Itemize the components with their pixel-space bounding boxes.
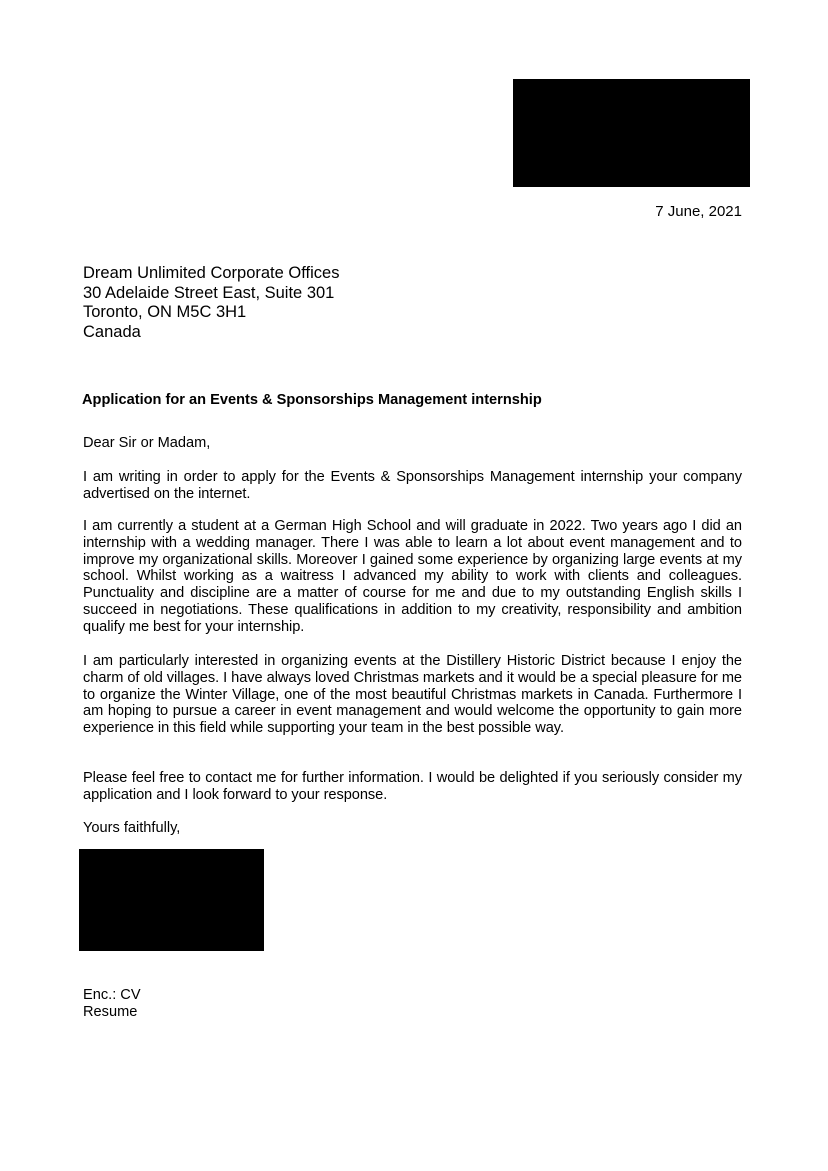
salutation: Dear Sir or Madam, [83,435,211,451]
redacted-signature-block [79,849,264,951]
recipient-line: 30 Adelaide Street East, Suite 301 [83,283,335,302]
body-paragraph: Please feel free to contact me for further information. I would be delighted if you seriously consider my application and I look forward to your response. [83,770,742,803]
redacted-sender-block [513,79,750,187]
enclosure-line: Resume [83,1004,138,1020]
subject-line: Application for an Events & Sponsorships Management internship [82,392,542,408]
recipient-line: Dream Unlimited Corporate Offices [83,264,340,282]
recipient-address [83,264,339,343]
body-paragraph: I am particularly interested in organizing events at the Distillery Historic District because I enjoy the charm of old villages. I have always loved Christmas markets and it would be a special pleasure for me to organize the Winter Village, one of the most beautiful Christmas markets in Canada. Furthermore I am hoping to pursue a career in event management and would welcome the opportunity to gain more experience in this field while supporting your team in the best possible way. [83,653,742,737]
body-paragraph: I am writing in order to apply for the Events & Sponsorships Management internship your company advertised on the internet. [83,469,742,502]
body-paragraph: I am currently a student at a German High School and will graduate in 2022. Two years ago I did an internship with a wedding manager. There I was able to learn a lot about event management and to improve my organizational skills. Moreover I gained some experience by organizing large events at my school. Whilst working as a waitress I advanced my ability to work with clients and colleagues. Punctuality and discipline are a matter of course for me and due to my outstanding English skills I succeed in negotiations. These qualifications in addition to my creativity, responsibility and ambition qualify me best for your internship. [83,518,742,635]
recipient-line: Toronto, ON M5C 3H1 [83,303,247,322]
recipient-line: Canada [83,323,141,342]
enclosures [83,987,141,1021]
closing-line: Yours faithfully, [83,820,181,836]
enclosure-line: Enc.: CV [83,987,141,1003]
letter-date: 7 June, 2021 [655,203,742,220]
